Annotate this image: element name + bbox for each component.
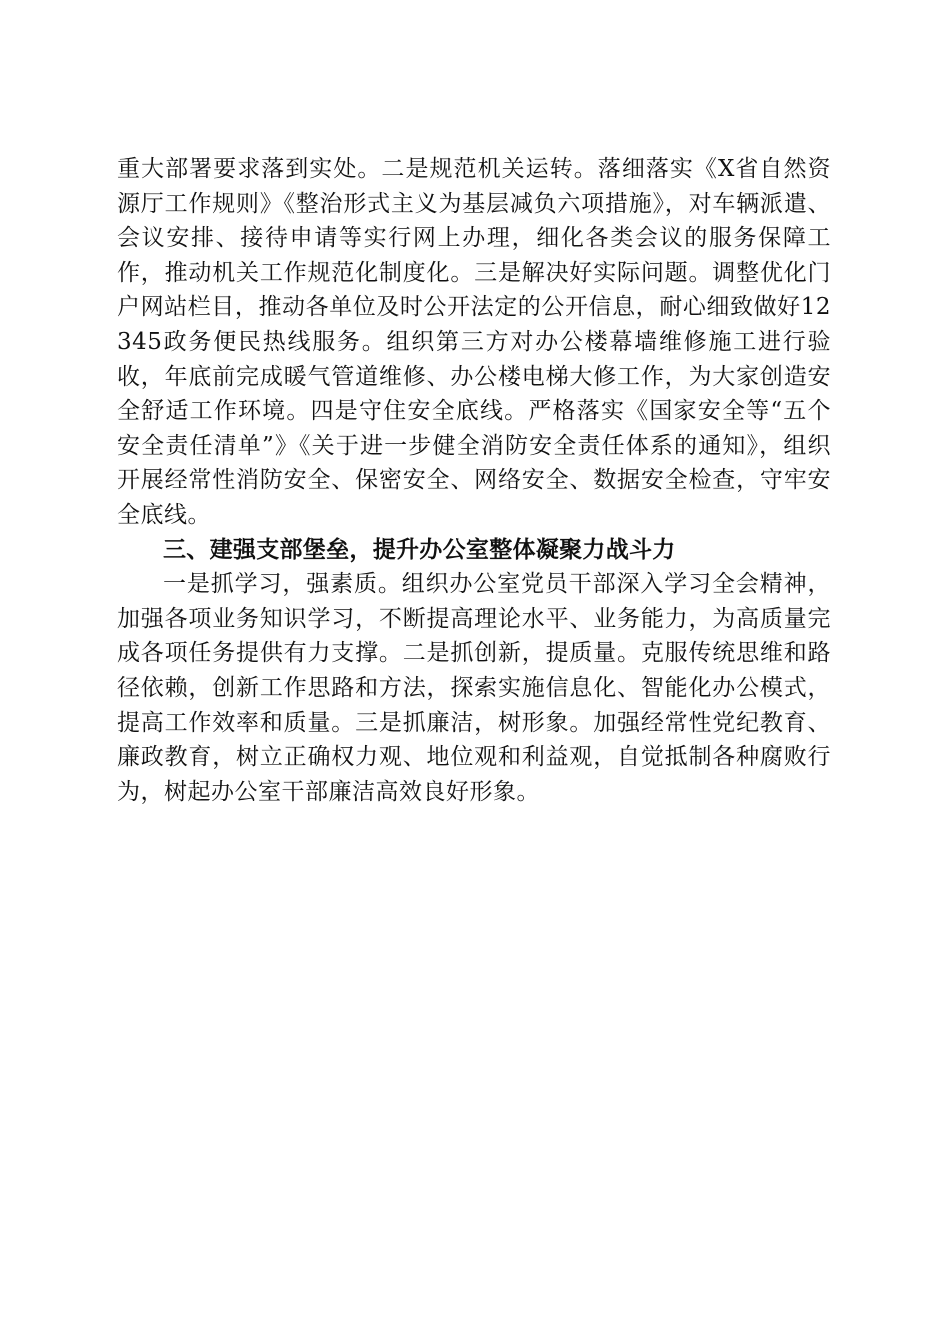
- section-heading: 三、建强支部堡垒，提升办公室整体凝聚力战斗力: [163, 536, 676, 563]
- body-paragraph: 一是抓学习，强素质。组织办公室党员干部深入学习全会精神，加强各项业务知识学习，不断提高理论水平、业务能力，为高质量完成各项任务提供有力支撑。二是抓创新，提质量。克服传统思维和路径依赖，创新工作思路和方法，探索实施信息化、智能化办公模式，提高工作效率和质量。三是抓廉洁，树形象。加强经常性党纪教育、廉政教育，树立正确权力观、地位观和利益观，自觉抵制各种腐败行为，树起办公室干部廉洁高效良好形象。: [117, 571, 831, 805]
- document-body: [117, 152, 831, 809]
- body-paragraph: 重大部署要求落到实处。二是规范机关运转。落细落实《X省自然资源厅工作规则》《整治形式主义为基层减负六项措施》，对车辆派遣、会议安排、接待申请等实行网上办理，细化各类会议的服务保障工作，推动机关工作规范化制度化。三是解决好实际问题。调整优化门户网站栏目，推动各单位及时公开法定的公开信息，耐心细致做好12345政务便民热线服务。组织第三方对办公楼幕墙维修施工进行验收，年底前完成暖气管道维修、办公楼电梯大修工作，为大家创造安全舒适工作环境。四是守住安全底线。严格落实《国家安全等“五个安全责任清单”》《关于进一步健全消防安全责任体系的通知》，组织开展经常性消防安全、保密安全、网络安全、数据安全检查，守牢安全底线。: [117, 156, 831, 528]
